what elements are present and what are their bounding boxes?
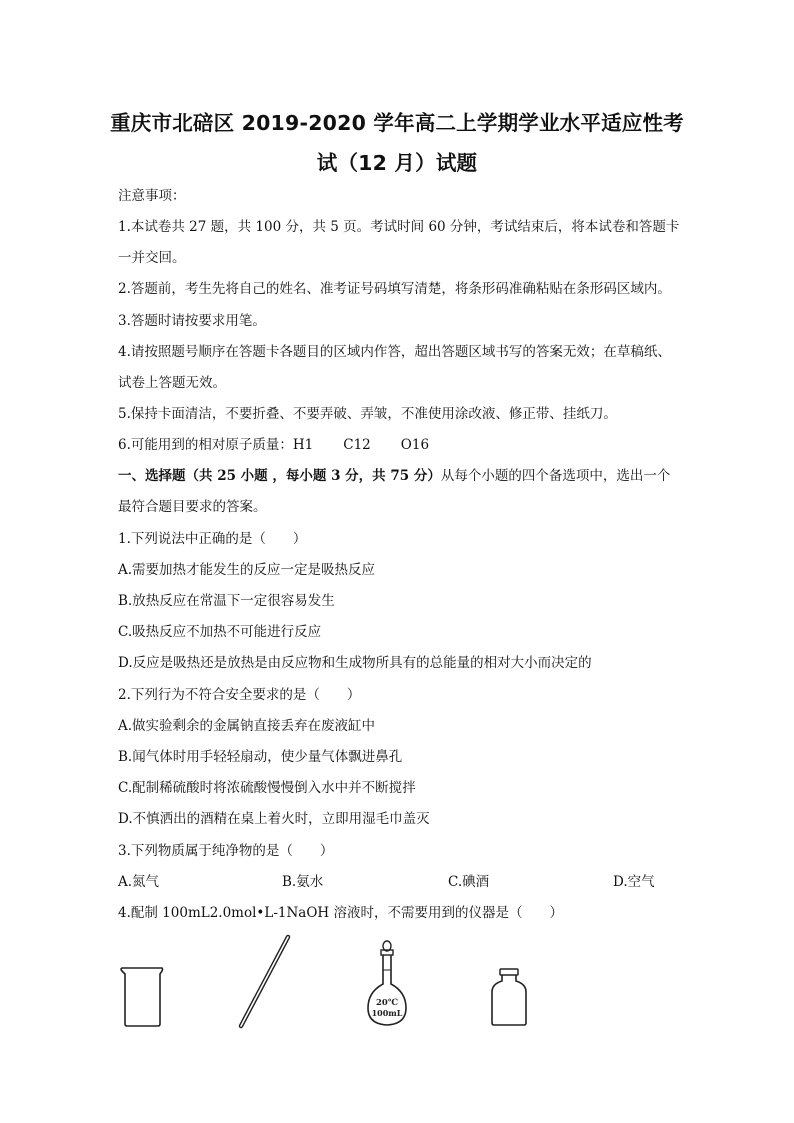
question-3-stem: 3.下列物质属于纯净物的是（ ） xyxy=(118,843,334,859)
question-3-option-c: C.碘酒 xyxy=(448,874,490,890)
notice-heading: 注意事项： xyxy=(118,188,186,204)
exam-title-line1: 重庆市北碚区 2019-2020 学年高二上学期学业水平适应性考 xyxy=(110,111,684,135)
notice-item-3: 3.答题时请按要求用笔。 xyxy=(118,313,266,329)
beaker-icon xyxy=(118,966,166,1028)
exam-title-line2: 试（12 月）试题 xyxy=(316,151,478,175)
flask-temperature-label: 20℃ xyxy=(375,998,399,1008)
reagent-bottle-icon xyxy=(486,966,532,1028)
notice-item-1-line2: 一并交回。 xyxy=(118,250,186,266)
section-1-heading-rest: 从每个小题的四个备选项中，选出一个 xyxy=(440,468,671,484)
question-1-option-a: A.需要加热才能发生的反应一定是吸热反应 xyxy=(118,562,376,578)
atomic-mass-c: C12 xyxy=(343,437,371,453)
notice-item-2: 2.答题前，考生先将自己的姓名、准考证号码填写清楚，将条形码准确粘贴在条形码区域内。 xyxy=(118,281,671,297)
question-3-option-d: D.空气 xyxy=(613,874,655,890)
section-1-heading xyxy=(118,467,670,485)
question-1-option-c: C.吸热反应不加热不可能进行反应 xyxy=(118,624,322,640)
question-1-option-d: D.反应是吸热还是放热是由反应物和生成物所具有的总能量的相对大小而决定的 xyxy=(118,655,592,671)
question-2-option-a: A.做实验剩余的金属钠直接丢弃在废液缸中 xyxy=(118,718,376,734)
question-2-option-c: C.配制稀硫酸时将浓硫酸慢慢倒入水中并不断搅拌 xyxy=(118,780,416,796)
notice-item-4-line1: 4.请按照题号顺序在答题卡各题目的区域内作答，超出答题区域书写的答案无效；在草稿纸、 xyxy=(118,344,671,360)
atomic-mass-o: O16 xyxy=(400,437,430,453)
question-1-stem: 1.下列说法中正确的是（ ） xyxy=(118,531,307,547)
question-3-option-b: B.氨水 xyxy=(282,874,324,890)
notice-item-4-line2: 试卷上答题无效。 xyxy=(118,375,226,391)
volumetric-flask-icon xyxy=(362,938,412,1030)
glass-rod-icon xyxy=(236,934,294,1030)
section-1-heading-bold: 一、选择题（共 25 小题 ，每小题 3 分，共 75 分） xyxy=(118,468,441,484)
question-1-option-b: B.放热反应在常温下一定很容易发生 xyxy=(118,593,335,609)
question-2-stem: 2.下列行为不符合安全要求的是（ ） xyxy=(118,687,361,703)
notice-item-6 xyxy=(118,436,429,454)
notice-item-5: 5.保持卡面清洁，不要折叠、不要弄破、弄皱，不准使用涂改液、修正带、挂纸刀。 xyxy=(118,406,617,422)
notice-item-1-line1: 1.本试卷共 27 题，共 100 分，共 5 页。考试时间 60 分钟，考试结束后，将本试卷和答题卡 xyxy=(118,219,680,235)
flask-volume-label: 100mL xyxy=(371,1008,403,1018)
question-2-option-d: D.不慎洒出的酒精在桌上着火时，立即用湿毛巾盖灭 xyxy=(118,811,430,827)
atomic-mass-h: H1 xyxy=(292,437,314,453)
section-1-heading-line2: 最符合题目要求的答案。 xyxy=(118,499,267,515)
question-3-option-a: A.氮气 xyxy=(118,874,160,890)
notice-item-6-label: 6.可能用到的相对原子质量： xyxy=(118,437,293,453)
question-4-stem: 4.配制 100mL2.0mol•L-1NaOH 溶液时，不需要用到的仪器是（ ） xyxy=(118,905,563,921)
question-2-option-b: B.闻气体时用手轻轻扇动，使少量气体飘进鼻孔 xyxy=(118,749,403,765)
